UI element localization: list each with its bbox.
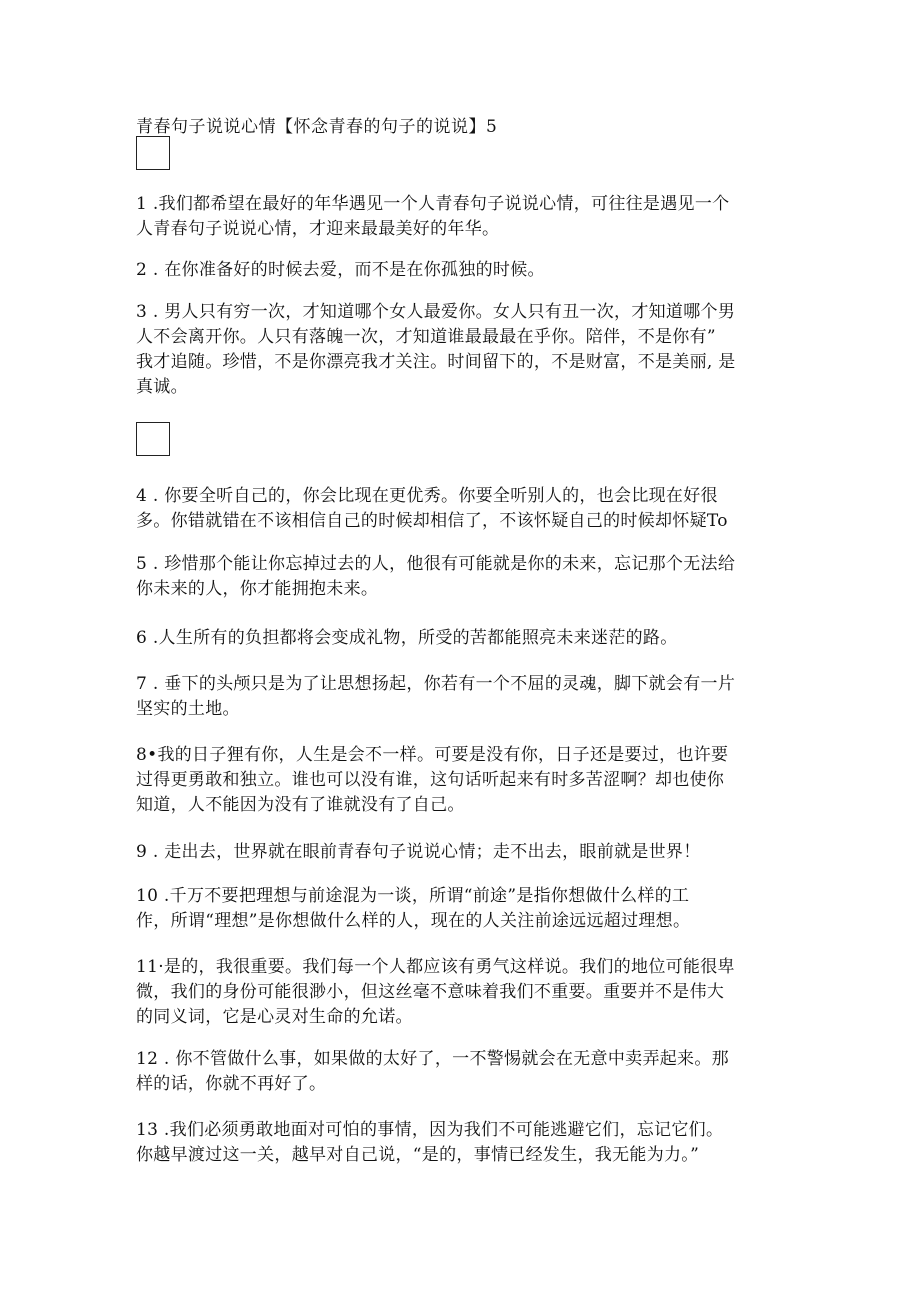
text-line: 4 . 你要全听自己的，你会比现在更优秀。你要全听别人的，也会比现在好很 [136,486,718,506]
paragraph-10 [136,884,786,934]
paragraph-2 [136,258,786,283]
text-line: 5 . 珍惜那个能让你忘掉过去的人，他很有可能就是你的未来，忘记那个无法给 [136,554,736,574]
paragraph-3 [136,300,786,400]
text-line: 你未来的人，你才能拥抱未来。 [136,579,379,599]
empty-checkbox-image [136,422,170,456]
text-line: 10 .千万不要把理想与前途混为一谈，所谓“前途”是指你想做什么样的工 [136,886,690,906]
text-line: 过得更勇敢和独立。谁也可以没有谁，这句话听起来有时多苦涩啊？却也使你 [136,770,725,790]
paragraph-12 [136,1047,786,1097]
paragraph-6 [136,626,786,651]
paragraph-1 [136,192,786,242]
text-line: 2 . 在你准备好的时候去爱，而不是在你孤独的时候。 [136,260,545,280]
text-line: 人青春句子说说心情，才迎来最最美好的年华。 [136,219,500,239]
text-line: 坚实的土地。 [136,699,240,719]
paragraph-11 [136,955,786,1030]
text-line: 9 . 走出去，世界就在眼前青春句子说说心情；走不出去，眼前就是世界！ [136,842,701,862]
text-line: 知道，人不能因为没有了谁就没有了自己。 [136,795,465,815]
paragraph-13 [136,1118,786,1168]
text-line: 的同义词，它是心灵对生命的允诺。 [136,1007,413,1027]
text-line: 3 . 男人只有穷一次，才知道哪个女人最爱你。女人只有丑一次，才知道哪个男 [136,302,736,322]
text-line: 你越早渡过这一关，越早对自己说，“是的，事情已经发生，我无能为力。” [136,1145,700,1165]
text-line: 11·是的，我很重要。我们每一个人都应该有勇气这样说。我们的地位可能很卑 [136,957,735,977]
text-line: 1 .我们都希望在最好的年华遇见一个人青春句子说说心情，可往往是遇见一个 [136,194,730,214]
paragraph-9 [136,840,786,865]
text-line: 作，所谓“理想”是你想做什么样的人，现在的人关注前途远远超过理想。 [136,911,691,931]
text-line: 样的话，你就不再好了。 [136,1074,327,1094]
text-line: 多。你错就错在不该相信自己的时候却相信了，不该怀疑自己的时候却怀疑To [136,511,728,531]
text-line: 真诚。 [136,377,188,397]
empty-checkbox-image [136,136,170,170]
paragraph-8 [136,743,786,818]
text-line: 6 .人生所有的负担都将会变成礼物，所受的苦都能照亮未来迷茫的路。 [136,628,678,648]
text-line: 我才追随。珍惜，不是你漂亮我才关注。时间留下的，不是财富，不是美丽, 是 [136,352,736,372]
paragraph-4 [136,484,786,534]
paragraph-5 [136,552,786,602]
page-title: 青春句子说说心情【怀念青春的句子的说说】5 [136,117,498,137]
text-line: 8•我的日子狸有你，人生是会不一样。可要是没有你，日子还是要过，也许要 [136,745,729,765]
text-line: 12 . 你不管做什么事，如果做的太好了，一不警惕就会在无意中卖弄起来。那 [136,1049,729,1069]
text-line: 13 .我们必须勇敢地面对可怕的事情，因为我们不可能逃避它们，忘记它们。 [136,1120,724,1140]
text-line: 人不会离开你。人只有落魄一次，才知道谁最最最在乎你。陪伴，不是你有” [136,327,716,347]
text-line: 微，我们的身份可能很渺小，但这丝毫不意味着我们不重要。重要并不是伟大 [136,982,725,1002]
text-line: 7 . 垂下的头颅只是为了让思想扬起，你若有一个不屈的灵魂，脚下就会有一片 [136,674,736,694]
paragraph-7 [136,672,786,722]
